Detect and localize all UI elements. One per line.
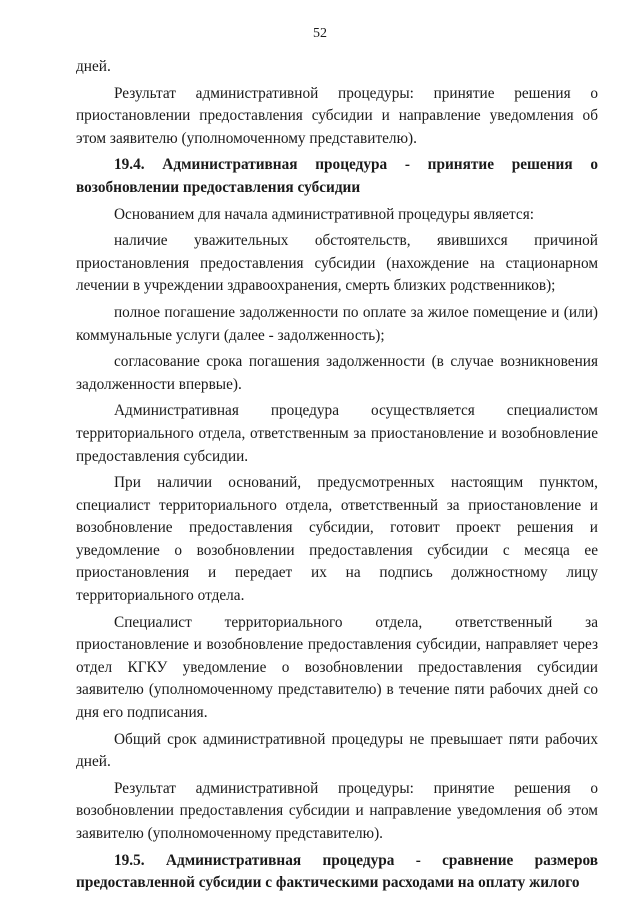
paragraph: Результат административной процедуры: принятие решения о приостановлении предоставления субсидии и направление уведомления об этом заявителю (уполномоченному представителю).	[76, 84, 598, 147]
section-heading: 19.4. Административная процедура - принятие решения о возобновлении предоставления субсидии	[76, 156, 598, 196]
paragraph: При наличии оснований, предусмотренных настоящим пунктом, специалист территориального отдела, ответственный за приостановление и возобновление предоставления субсидии, готовит проект решения и уведомление о возобновлении предоставления субсидии с месяца ее приостановления и передает их на подпись должностному лицу территориального отдела.	[76, 474, 598, 605]
paragraph: Административная процедура осуществляется специалистом территориального отдела, ответственным за приостановление и возобновление предоставления субсидии.	[76, 402, 598, 465]
paragraph: Основанием для начала административной процедуры является:	[114, 205, 535, 223]
paragraph: наличие уважительных обстоятельств, явившихся причиной приостановления предоставления субсидии (нахождение на стационарном лечении в учреждении здравоохранения, смерть близких родственников);	[76, 232, 598, 295]
paragraph: полное погашение задолженности по оплате за жилое помещение и (или) коммунальные услуги (далее - задолженность);	[76, 303, 598, 344]
paragraph: согласование срока погашения задолженности (в случае возникновения задолженности впервые).	[76, 353, 598, 393]
paragraph: дней.	[76, 58, 111, 75]
paragraph: Результат административной процедуры: принятие решения о возобновлении предоставления субсидии и направление уведомления об этом заявителю (уполномоченному представителю).	[76, 779, 598, 842]
paragraph: Общий срок административной процедуры не превышает пяти рабочих дней.	[76, 730, 598, 771]
section-heading: 19.5. Административная процедура - сравнение размеров предоставленной субсидии с фактическими расходами на оплату жилого	[76, 851, 598, 892]
paragraph: Специалист территориального отдела, ответственный за приостановление и возобновление предоставления субсидии, направляет через отдел КГКУ уведомление о возобновлении предоставления субсидии заявителю (уполномоченному представителю) в течение пяти рабочих дней со дня его подписания.	[76, 613, 598, 722]
page-number: 52	[313, 26, 327, 41]
document-body	[76, 56, 598, 899]
